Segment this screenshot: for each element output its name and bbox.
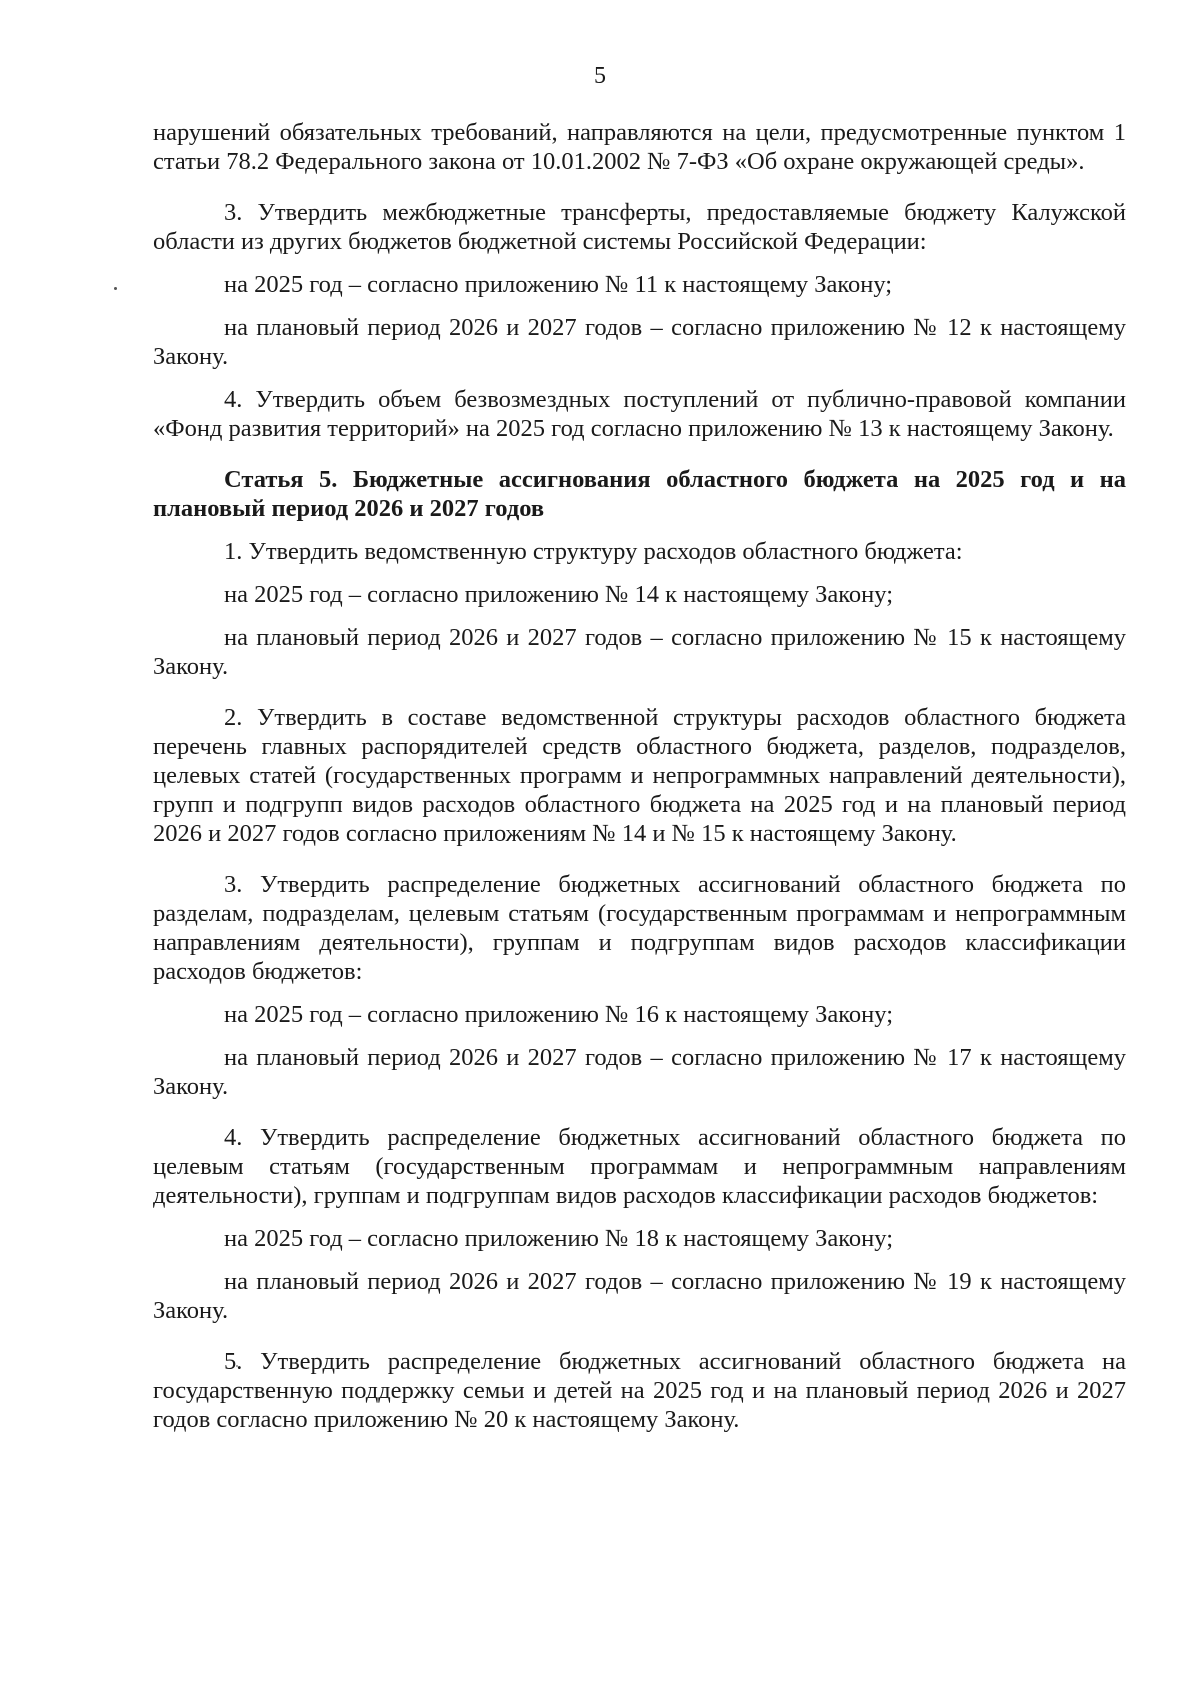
scan-speck <box>114 287 117 290</box>
paragraph-continuation: нарушений обязательных требований, направляются на цели, предусмотренные пунктом 1 статьи 78.2 Федерального закона от 10.01.2002 № 7-ФЗ «Об охране окружающей среды». <box>153 119 1126 175</box>
article-5-heading: Статья 5. Бюджетные ассигнования областного бюджета на 2025 год и на плановый период 2026 и 2027 годов <box>153 466 1126 522</box>
paragraph-2025: на 2025 год – согласно приложению № 18 к настоящему Закону; <box>224 1225 894 1252</box>
paragraph-item-4: 4. Утвердить объем безвозмездных поступлений от публично-правовой компании «Фонд развития территорий» на 2025 год согласно приложению № 13 к настоящему Закону. <box>153 386 1126 442</box>
paragraph-planned-period: на плановый период 2026 и 2027 годов – согласно приложению № 17 к настоящему Закону. <box>153 1044 1126 1100</box>
paragraph-item-3: 3. Утвердить межбюджетные трансферты, предоставляемые бюджету Калужской области из других бюджетов бюджетной системы Российской Федерации: <box>153 199 1126 255</box>
paragraph-2025: на 2025 год – согласно приложению № 11 к настоящему Закону; <box>224 271 893 298</box>
paragraph-planned-period: на плановый период 2026 и 2027 годов – согласно приложению № 15 к настоящему Закону. <box>153 624 1126 680</box>
document-body <box>153 118 1126 1434</box>
paragraph-article5-item-3: 3. Утвердить распределение бюджетных ассигнований областного бюджета по разделам, подразделам, целевым статьям (государственным программам и непрограммным направлениям деятельности), группам и подгруппам видов расходов классификации расходов бюджетов: <box>153 871 1126 985</box>
paragraph-article5-item-4: 4. Утвердить распределение бюджетных ассигнований областного бюджета по целевым статьям (государственным программам и непрограммным направлениям деятельности), группам и подгруппам видов расходов классификации расходов бюджетов: <box>153 1124 1126 1209</box>
paragraph-2025: на 2025 год – согласно приложению № 16 к настоящему Закону; <box>224 1001 894 1028</box>
paragraph-article5-item-2: 2. Утвердить в составе ведомственной структуры расходов областного бюджета перечень главных распорядителей средств областного бюджета, разделов, подразделов, целевых статей (государственных программ и непрограммных направлений деятельности), групп и подгрупп видов расходов областного бюджета на 2025 год и на плановый период 2026 и 2027 годов согласно приложениям № 14 и № 15 к настоящему Закону. <box>153 704 1126 847</box>
paragraph-planned-period: на плановый период 2026 и 2027 годов – согласно приложению № 19 к настоящему Закону. <box>153 1268 1126 1324</box>
paragraph-planned-period: на плановый период 2026 и 2027 годов – согласно приложению № 12 к настоящему Закону. <box>153 314 1126 370</box>
paragraph-2025: на 2025 год – согласно приложению № 14 к настоящему Закону; <box>224 581 894 608</box>
page-number: 5 <box>594 63 606 89</box>
paragraph-article5-item-1: 1. Утвердить ведомственную структуру расходов областного бюджета: <box>224 538 963 565</box>
paragraph-article5-item-5: 5. Утвердить распределение бюджетных ассигнований областного бюджета на государственную поддержку семьи и детей на 2025 год и на плановый период 2026 и 2027 годов согласно приложению № 20 к настоящему Закону. <box>153 1348 1126 1433</box>
